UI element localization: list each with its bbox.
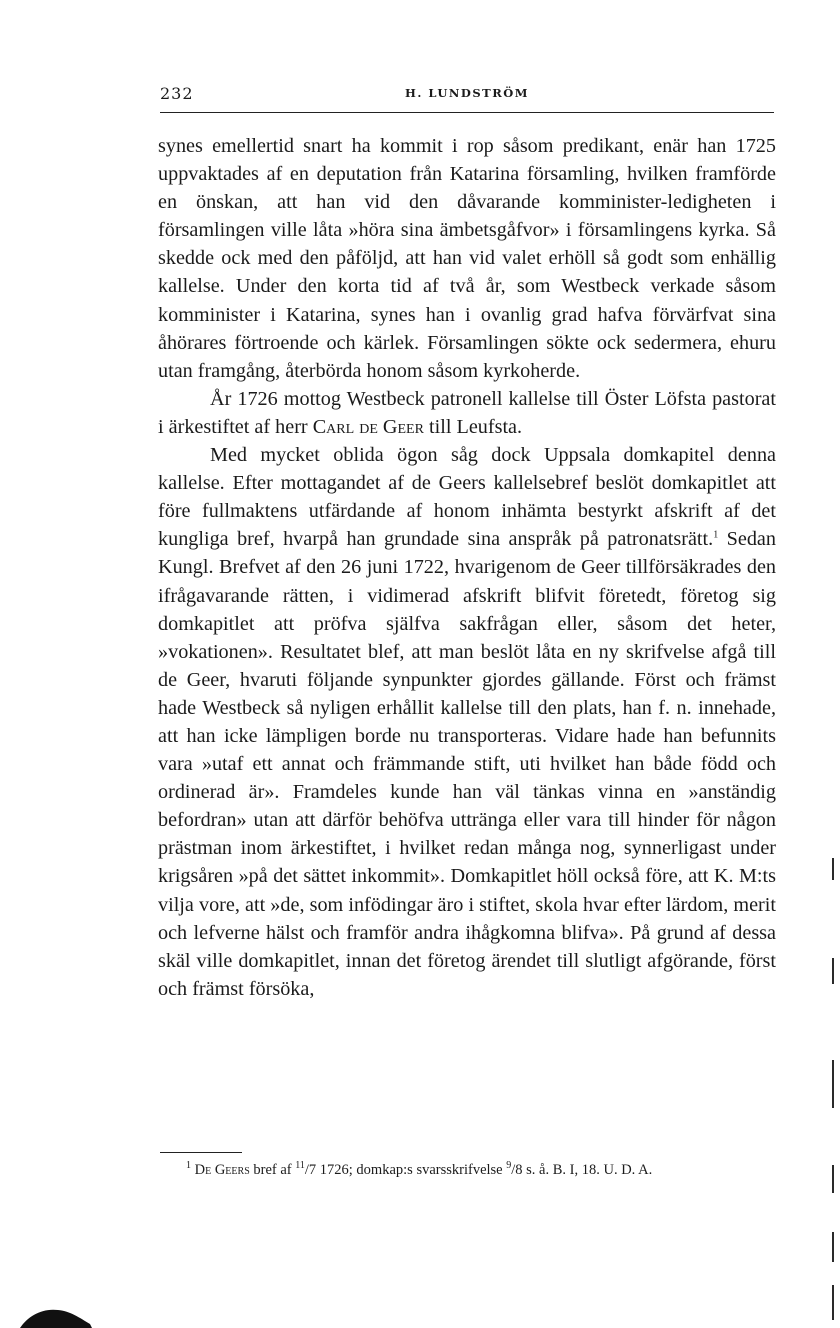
footnote-text-a: bref af (249, 1162, 296, 1178)
footnote-name: De Geers (194, 1162, 250, 1178)
scan-edge-mark (832, 1165, 834, 1193)
footnote-text-c: /8 s. å. B. I, 18. U. D. A. (511, 1162, 653, 1178)
page-corner-stain (18, 1298, 92, 1328)
scan-edge-mark (832, 858, 834, 880)
footnote-text-b: /7 1726; domkap:s svarsskrifvelse (304, 1162, 507, 1178)
scan-edge-mark (832, 958, 834, 984)
scan-edge-mark (832, 1285, 834, 1320)
running-head: H. LUNDSTRÖM (404, 86, 529, 100)
footnote-letter-sup: 9 (506, 1160, 512, 1172)
paragraph-3-text-a: Med mycket oblida ögon såg dock Uppsala domkapitel denna kallelse. Efter mottagandet af de Geers kallelsebref beslöt domkapitlet att före fullmaktens utfärdande af honom inhämta bestyrkt afskrift af det kungliga bref, hvarpå han grundade sina anspråk på patronatsrätt. (158, 444, 776, 551)
paragraph-2-text-b: till Leufsta. (423, 415, 523, 438)
paragraph-2-text-a: År 1726 mottog Westbeck patronell kallelse till Öster Löfsta pastorat i ärkestiftet af herr (158, 387, 776, 438)
body-text (158, 132, 776, 1003)
footnote-date-sup: 11 (295, 1160, 305, 1172)
paragraph-2 (158, 385, 776, 441)
footnote-mark: 1 (186, 1160, 191, 1172)
footnote-reference: 1 (713, 529, 719, 541)
paragraph-1: synes emellertid snart ha kommit i rop såsom predikant, enär han 1725 uppvaktades af en deputation från Katarina församling, hvilken framförde en önskan, att han vid den dåvarande komminister-ledigheten i församlingen ville låta »höra sina ämbetsgåfvor» i församlingens kyrka. Så skedde ock med den påföljd, att han vid valet erhöll så godt som enhällig kallelse. Under den korta tid af två år, som Westbeck verkade såsom komminister i Katarina, synes han i ovanlig grad hafva förvärfvat sina åhörares förtroende och kärlek. Församlingen sökte ock sedermera, ehuru utan framgång, återbörda honom såsom kyrkoherde. (158, 135, 776, 382)
paragraph-3-text-b: Sedan Kungl. Brefvet af den 26 juni 1722, hvarigenom de Geer tillförsäkrades den ifrågavarande rätten, i vidimerad afskrift blifvit företedt, företog sig domkapitlet att pröfva själfva sakfrågan eller, såsom det heter, »vokationen». Resultatet blef, att man beslöt låta en ny skrifvelse afgå till de Geer, hvaruti följande synpunkter gjordes gällande. Först och främst hade Westbeck så nyligen erhållit kallelse till den plats, han f. n. innehade, att han icke lämpligen borde nu transporteras. Vidare hade han befunnits vara »utaf ett annat och främmande stift, uti hvilket han både född och ordinerad är». Framdeles kunde han väl tänkas vinna en »anständig befordran» utan att därför behöfva uttränga eller vara till hinder för någon prästman inom ärkestiftet, i hvilket redan många nog, synnerligast under krigsåren »på det sättet inkommit». Domkapitlet höll också före, att K. M:ts vilja vore, att »de, som infödingar äro i stiftet, skola hvar efter lärdom, merit och lefverne hälst och framför andra ihågkomna blifva». På grund af dessa skäl ville domkapitlet, innan det företog ärendet till slutligt afgörande, först och främst försöka, (158, 528, 776, 1000)
scan-edge-mark (832, 1060, 834, 1108)
page-header (160, 84, 774, 113)
scan-edge-mark (832, 1232, 834, 1262)
footnote-rule (160, 1152, 242, 1153)
paragraph-3 (158, 441, 776, 1003)
footnote (160, 1158, 774, 1182)
page-number: 232 (160, 84, 194, 103)
patron-name: Carl de Geer (312, 415, 424, 438)
